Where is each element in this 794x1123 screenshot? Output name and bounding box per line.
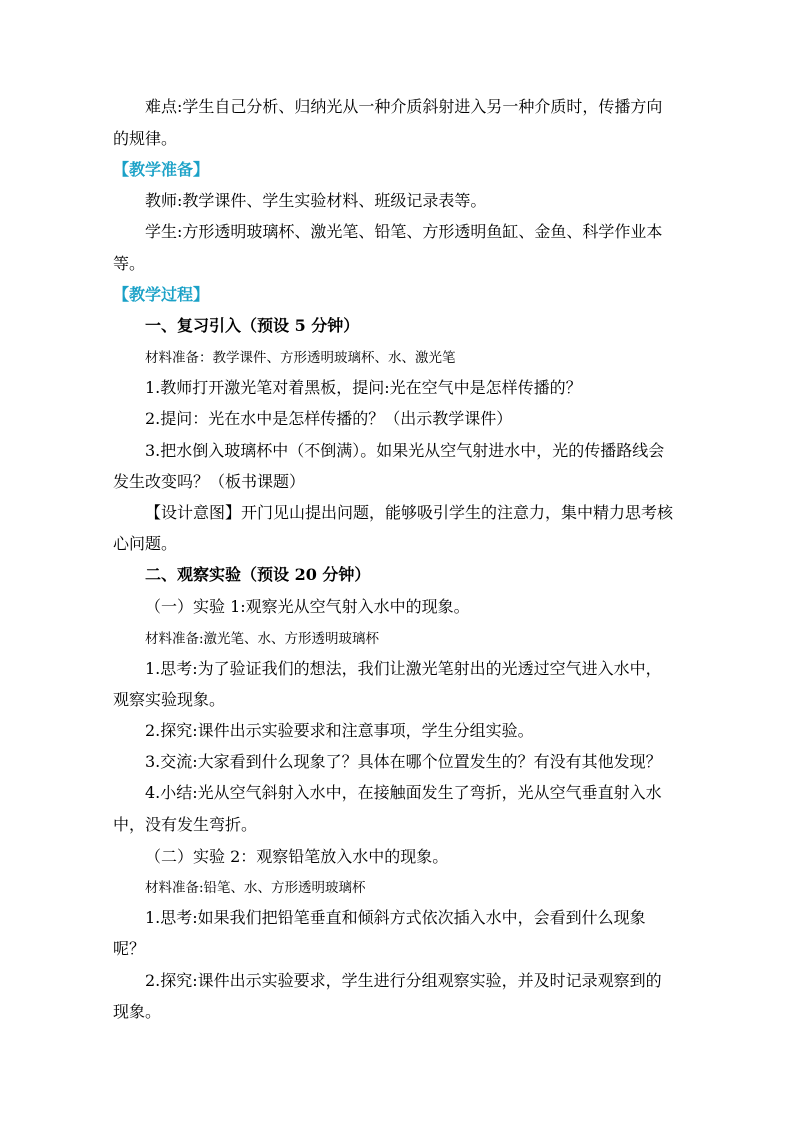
experiment-2-step-1-line-2: 呢？ — [113, 939, 146, 958]
experiment-1-step-1-line-1: 1.思考:为了验证我们的想法，我们让激光笔射出的光透过空气进入水中， — [145, 659, 662, 678]
teacher-prep: 教师:教学课件、学生实验材料、班级记录表等。 — [145, 191, 487, 210]
section-1-title: 一、复习引入（预设 5 分钟） — [145, 316, 360, 335]
experiment-1-title: （一）实验 1:观察光从空气射入水中的现象。 — [145, 597, 470, 616]
design-intent-line-1: 【设计意图】开门见山提出问题，能够吸引学生的注意力，集中精力思考核 — [145, 503, 674, 522]
difficulty-line-1: 难点:学生自己分析、归纳光从一种介质斜射进入另一种介质时，传播方向 — [145, 97, 663, 116]
experiment-2-step-1-line-1: 1.思考:如果我们把铅笔垂直和倾斜方式依次插入水中，会看到什么现象 — [145, 908, 646, 927]
experiment-1-step-4-line-2: 中，没有发生弯折。 — [113, 815, 258, 834]
experiment-2-step-2-line-2: 现象。 — [113, 1002, 162, 1021]
experiment-1-step-2: 2.探究:课件出示实验要求和注意事项，学生分组实验。 — [145, 721, 534, 740]
difficulty-line-2: 的规律。 — [113, 129, 178, 148]
section-1-step-2: 2.提问：光在水中是怎样传播的？（出示教学课件） — [145, 409, 513, 428]
section-1-step-1: 1.教师打开激光笔对着黑板，提问:光在空气中是怎样传播的？ — [145, 378, 582, 397]
student-prep-line-1: 学生:方形透明玻璃杯、激光笔、铅笔、方形透明鱼缸、金鱼、科学作业本 — [145, 222, 663, 241]
experiment-1-materials: 材料准备:激光笔、水、方形透明玻璃杯 — [145, 631, 380, 647]
design-intent-line-2: 心问题。 — [113, 534, 178, 553]
process-heading: 【教学过程】 — [113, 285, 210, 304]
prep-heading: 【教学准备】 — [113, 160, 210, 179]
experiment-1-step-4-line-1: 4.小结:光从空气斜射入水中，在接触面发生了弯折，光从空气垂直射入水 — [145, 783, 662, 802]
experiment-1-step-1-line-2: 观察实验现象。 — [113, 690, 226, 709]
experiment-2-materials: 材料准备:铅笔、水、方形透明玻璃杯 — [145, 880, 366, 896]
experiment-2-step-2-line-1: 2.探究:课件出示实验要求，学生进行分组观察实验，并及时记录观察到的 — [145, 971, 662, 990]
section-1-materials: 材料准备：教学课件、方形透明玻璃杯、水、激光笔 — [145, 350, 456, 366]
section-1-step-3-line-2: 发生改变吗？（板书课题） — [113, 472, 306, 491]
experiment-1-step-3: 3.交流:大家看到什么现象了？具体在哪个位置发生的？有没有其他发现？ — [145, 752, 662, 771]
experiment-2-title: （二）实验 2：观察铅笔放入水中的现象。 — [145, 847, 449, 866]
section-1-step-3-line-1: 3.把水倒入玻璃杯中（不倒满）。如果光从空气射进水中，光的传播路线会 — [145, 441, 665, 460]
student-prep-line-2: 等。 — [113, 254, 146, 273]
section-2-title: 二、观察实验（预设 20 分钟） — [145, 565, 371, 584]
